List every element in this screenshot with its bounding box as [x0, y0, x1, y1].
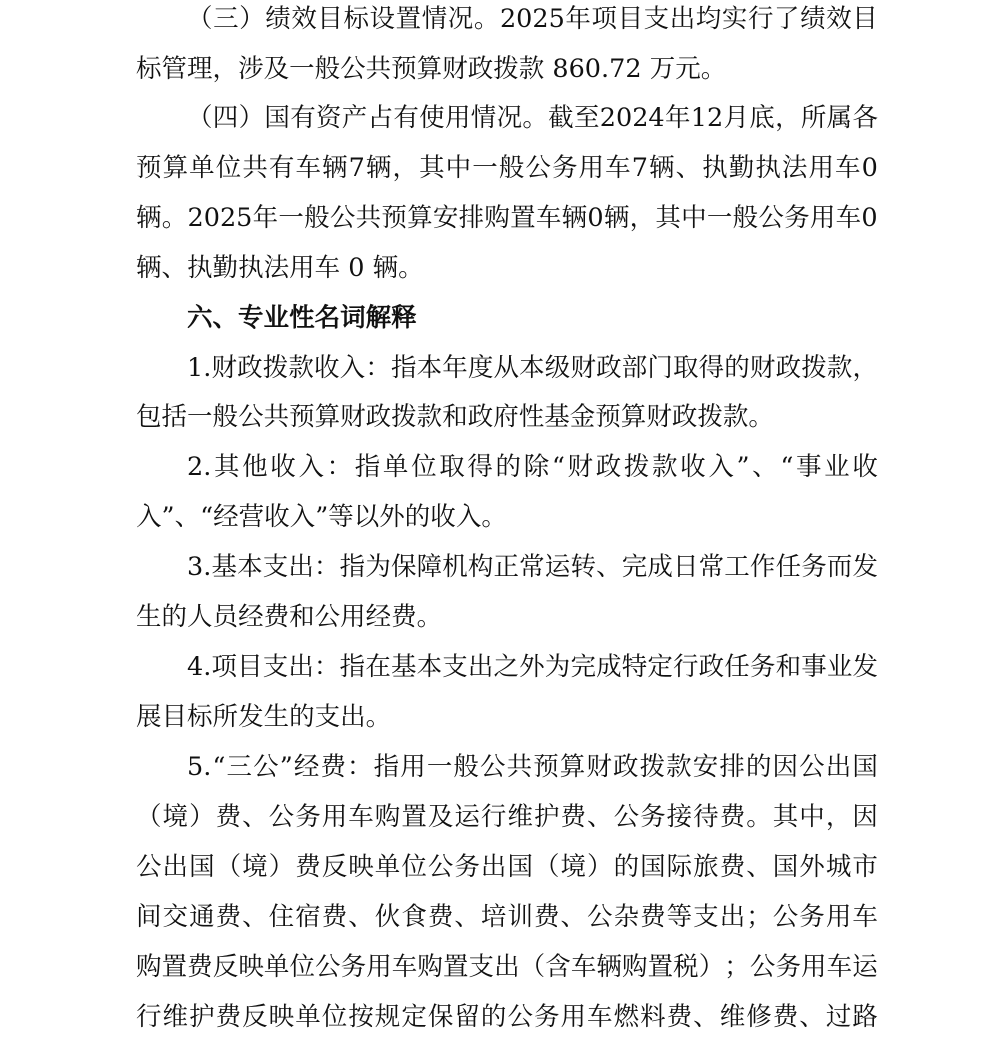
text-line: 辆 、 执 勤 执 法 用 车 0 辆 。 [136, 253, 424, 283]
text-line: （ 境 ） 费 、 公 务 用 车 购 置 及 运 行 维 护 费 、 公 务 接 待 费 。 其 中 ， 因 [136, 802, 878, 832]
text-line: （ 三 ） 绩 效 目 标 设 置 情 况 。 2025 年 项 目 支 出 均 实 行 了 绩 效 目 [187, 4, 878, 34]
text-line: 展 目 标 所 发 生 的 支 出 。 [136, 702, 392, 732]
section-heading: 六 、 专 业 性 名 词 解 释 [187, 303, 417, 333]
text-line: 3. 基 本 支 出 ： 指 为 保 障 机 构 正 常 运 转 、 完 成 日 常 工 作 任 务 而 发 [187, 552, 878, 582]
text-line: （ 四 ） 国 有 资 产 占 有 使 用 情 况 。 截 至 2024 年 12 月 底 ， 所 属 各 [187, 103, 878, 133]
text-line: 5. “ 三 公 ” 经 费 ： 指 用 一 般 公 共 预 算 财 政 拨 款 安 排 的 因 公 出 国 [187, 752, 878, 782]
text-line: 公 出 国 （ 境 ） 费 反 映 单 位 公 务 出 国 （ 境 ） 的 国 际 旅 费 、 国 外 城 市 [136, 852, 878, 882]
text-line: 包 括 一 般 公 共 预 算 财 政 拨 款 和 政 府 性 基 金 预 算 财 政 拨 款 。 [136, 402, 774, 432]
text-line: 辆 。 2025 年 一 般 公 共 预 算 安 排 购 置 车 辆 0 辆 ， 其 中 一 般 公 务 用 车 0 [136, 203, 878, 233]
text-line: 生 的 人 员 经 费 和 公 用 经 费 。 [136, 602, 443, 632]
text-line: 4. 项 目 支 出 ： 指 在 基 本 支 出 之 外 为 完 成 特 定 行 政 任 务 和 事 业 发 [187, 652, 878, 682]
text-line: 标 管 理 ， 涉 及 一 般 公 共 预 算 财 政 拨 款 860.72 万 元 。 [136, 54, 727, 84]
text-line: 预 算 单 位 共 有 车 辆 7 辆 ， 其 中 一 般 公 务 用 车 7 辆 、 执 勤 执 法 用 车 0 [136, 153, 878, 183]
text-line: 购 置 费 反 映 单 位 公 务 用 车 购 置 支 出 （ 含 车 辆 购 置 税 ） ； 公 务 用 车 运 [136, 952, 878, 982]
text-line: 1. 财 政 拨 款 收 入 ： 指 本 年 度 从 本 级 财 政 部 门 取 得 的 财 政 拨 款 ， [187, 353, 878, 383]
text-line: 行 维 护 费 反 映 单 位 按 规 定 保 留 的 公 务 用 车 燃 料 费 、 维 修 费 、 过 路 [136, 1002, 878, 1032]
text-line: 入 ” 、 “ 经 营 收 入 ” 等 以 外 的 收 入 。 [136, 502, 507, 532]
text-line: 间 交 通 费 、 住 宿 费 、 伙 食 费 、 培 训 费 、 公 杂 费 等 支 出 ； 公 务 用 车 [136, 902, 878, 932]
text-line: 2. 其 他 收 入 ： 指 单 位 取 得 的 除 “ 财 政 拨 款 收 入 ” 、 “ 事 业 收 [187, 452, 878, 482]
